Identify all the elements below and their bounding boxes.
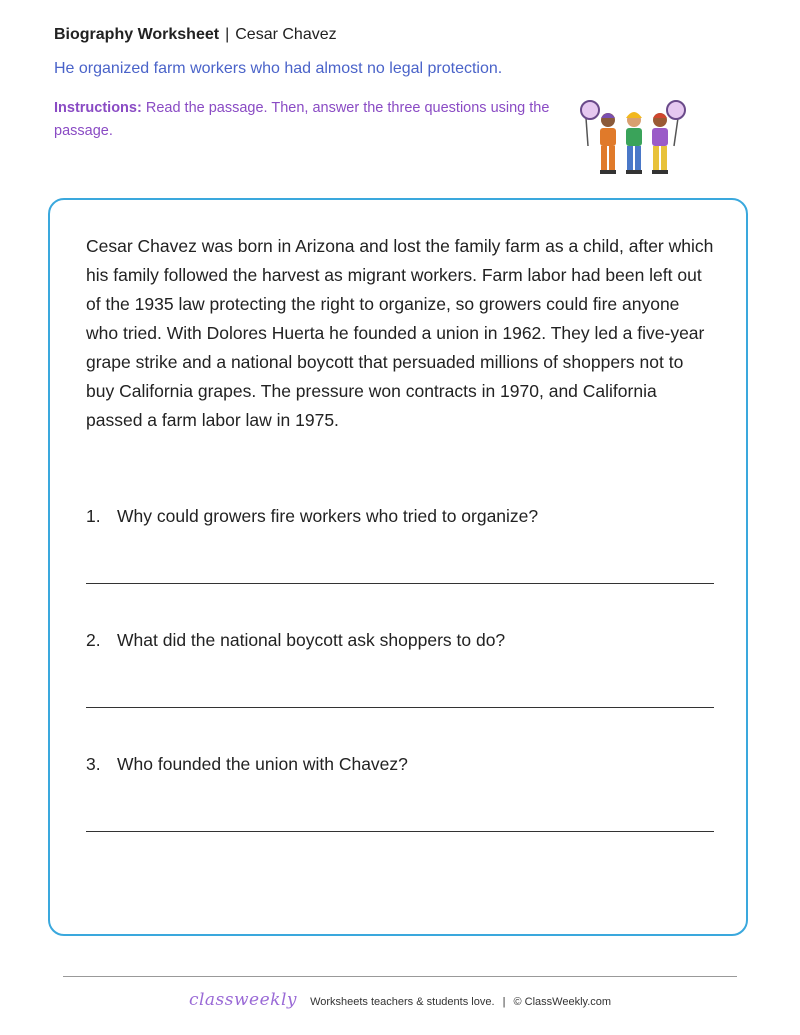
answer-line-1[interactable] [86, 583, 714, 584]
footer-separator: | [502, 996, 506, 1008]
instructions-label: Instructions: [54, 100, 142, 116]
footer-tagline: Worksheets teachers & students love. [310, 996, 495, 1008]
footer [0, 990, 800, 1010]
passage-text: Cesar Chavez was born in Arizona and lost the family farm as a child, after which his family followed the harvest as migrant workers. Farm labor had been left out of the 1935 law protecting the right to organize, so growers could fire anyone who tried. With Dolores Huerta he founded a union in 1962. They led a five-year grape strike and a national boycott that persuaded millions of shoppers not to buy California grapes. The pressure won contracts in 1970, and California passed a farm labor law in 1975. [86, 236, 714, 430]
instructions-text: Read the passage. Then, answer the three questions using the passage. [54, 100, 550, 139]
header-separator: | [225, 26, 230, 43]
question-text: What did the national boycott ask shoppers to do? [117, 630, 506, 650]
worksheet-subject: Cesar Chavez [235, 26, 337, 43]
question-number: 2. [86, 630, 101, 650]
subtitle: He organized farm workers who had almost no legal protection. [54, 60, 503, 77]
question-3 [86, 754, 408, 775]
question-text: Who founded the union with Chavez? [117, 754, 408, 774]
footer-divider [63, 976, 737, 977]
footer-copyright: © ClassWeekly.com [513, 996, 612, 1008]
brand-logo: classweekly [188, 990, 297, 1010]
instructions [54, 97, 564, 143]
worksheet-header [54, 26, 337, 44]
answer-line-2[interactable] [86, 707, 714, 708]
answer-line-3[interactable] [86, 831, 714, 832]
question-number: 1. [86, 506, 101, 526]
question-text: Why could growers fire workers who tried to organize? [117, 506, 539, 526]
question-number: 3. [86, 754, 101, 774]
worksheet-type: Biography Worksheet [54, 26, 220, 43]
question-1 [86, 506, 538, 527]
question-2 [86, 630, 505, 651]
kids-with-signs-illustration [578, 98, 690, 178]
